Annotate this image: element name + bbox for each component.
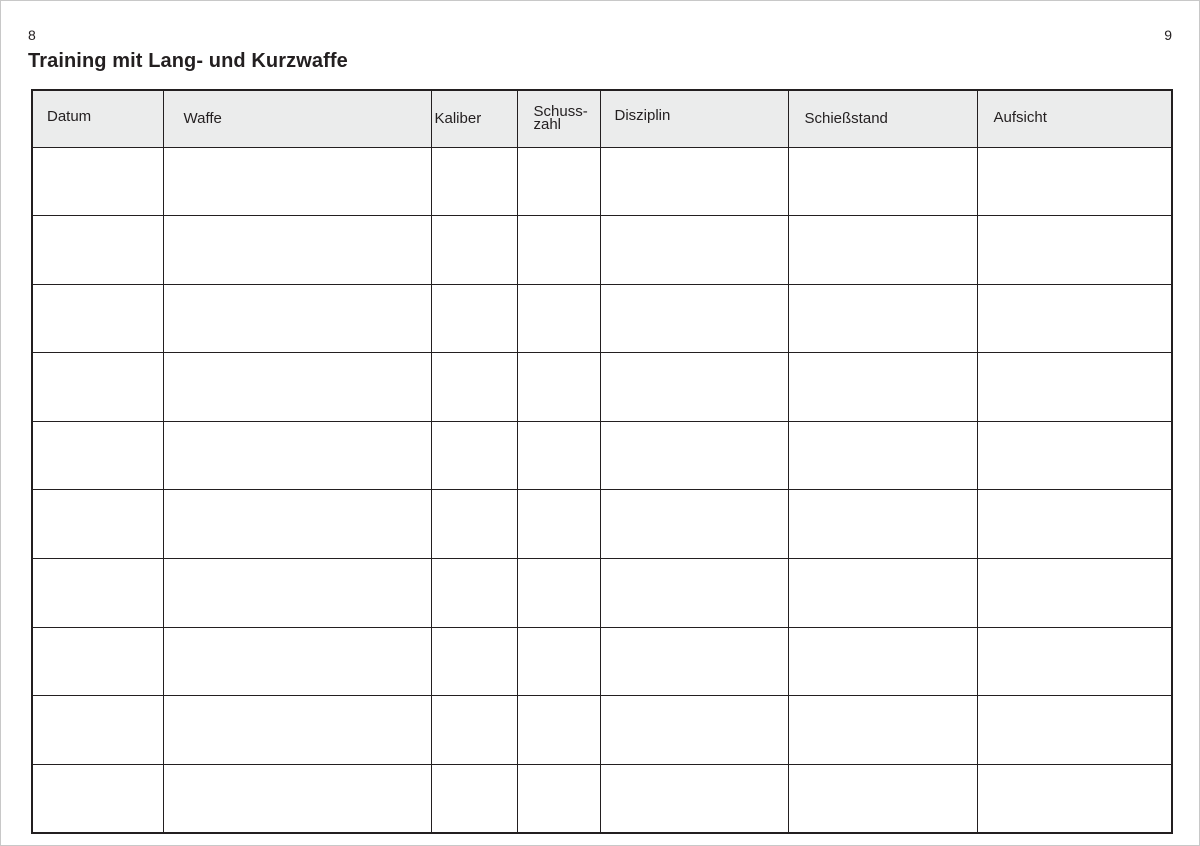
entry-cell-disziplin[interactable] — [600, 764, 788, 833]
entry-cell-kaliber[interactable] — [431, 216, 517, 285]
entry-cell-schiessstand[interactable] — [788, 490, 977, 559]
table-row — [32, 353, 1172, 422]
table-row — [32, 627, 1172, 696]
entry-cell-kaliber[interactable] — [431, 284, 517, 353]
entry-cell-schiessstand[interactable] — [788, 421, 977, 490]
column-header-schusszahl-line2: zahl — [533, 116, 562, 133]
entry-cell-schiessstand[interactable] — [788, 696, 977, 765]
entry-cell-waffe[interactable] — [163, 284, 431, 353]
entry-cell-disziplin[interactable] — [600, 147, 788, 216]
entry-cell-datum[interactable] — [32, 559, 163, 628]
column-header-schusszahl-line1: Schuss- — [533, 103, 588, 120]
entry-cell-aufsicht[interactable] — [977, 559, 1172, 628]
entry-cell-waffe[interactable] — [163, 353, 431, 422]
entry-cell-aufsicht[interactable] — [977, 353, 1172, 422]
entry-cell-datum[interactable] — [32, 421, 163, 490]
column-header-kaliber: Kaliber — [431, 90, 517, 147]
entry-cell-datum[interactable] — [32, 627, 163, 696]
entry-cell-waffe[interactable] — [163, 627, 431, 696]
entry-cell-disziplin[interactable] — [600, 284, 788, 353]
entry-cell-schiessstand[interactable] — [788, 147, 977, 216]
entry-cell-kaliber[interactable] — [431, 764, 517, 833]
entry-cell-aufsicht[interactable] — [977, 147, 1172, 216]
entry-cell-schusszahl[interactable] — [517, 353, 600, 422]
column-header-datum: Datum — [32, 90, 163, 147]
entry-cell-datum[interactable] — [32, 696, 163, 765]
entry-cell-datum[interactable] — [32, 490, 163, 559]
entry-cell-aufsicht[interactable] — [977, 764, 1172, 833]
column-header-disziplin: Disziplin — [600, 90, 788, 147]
entry-cell-waffe[interactable] — [163, 147, 431, 216]
entry-cell-kaliber[interactable] — [431, 696, 517, 765]
entry-cell-schusszahl[interactable] — [517, 559, 600, 628]
entry-cell-datum[interactable] — [32, 147, 163, 216]
entry-cell-disziplin[interactable] — [600, 490, 788, 559]
entry-cell-waffe[interactable] — [163, 490, 431, 559]
entry-cell-schiessstand[interactable] — [788, 764, 977, 833]
table-row — [32, 216, 1172, 285]
entry-cell-waffe[interactable] — [163, 216, 431, 285]
page-title: Training mit Lang- und Kurzwaffe — [28, 50, 348, 72]
entry-cell-disziplin[interactable] — [600, 353, 788, 422]
table-row — [32, 559, 1172, 628]
entry-cell-schusszahl[interactable] — [517, 421, 600, 490]
entry-cell-datum[interactable] — [32, 216, 163, 285]
table-row — [32, 696, 1172, 765]
table-row — [32, 764, 1172, 833]
table-header-row — [32, 90, 1172, 147]
entry-cell-kaliber[interactable] — [431, 627, 517, 696]
table-row — [32, 421, 1172, 490]
entry-cell-schusszahl[interactable] — [517, 216, 600, 285]
entry-cell-schusszahl[interactable] — [517, 147, 600, 216]
entry-cell-waffe[interactable] — [163, 696, 431, 765]
entry-cell-aufsicht[interactable] — [977, 696, 1172, 765]
entry-cell-schusszahl[interactable] — [517, 627, 600, 696]
table-row — [32, 284, 1172, 353]
column-header-waffe: Waffe — [163, 90, 431, 147]
entry-cell-disziplin[interactable] — [600, 559, 788, 628]
entry-cell-waffe[interactable] — [163, 421, 431, 490]
entry-cell-schiessstand[interactable] — [788, 284, 977, 353]
entry-cell-disziplin[interactable] — [600, 216, 788, 285]
table-body — [32, 147, 1172, 833]
column-header-schiessstand: Schießstand — [788, 90, 977, 147]
table-row — [32, 147, 1172, 216]
entry-cell-datum[interactable] — [32, 353, 163, 422]
entry-cell-kaliber[interactable] — [431, 490, 517, 559]
entry-cell-schiessstand[interactable] — [788, 627, 977, 696]
entry-cell-aufsicht[interactable] — [977, 216, 1172, 285]
column-header-aufsicht: Aufsicht — [977, 90, 1172, 147]
entry-cell-kaliber[interactable] — [431, 147, 517, 216]
entry-cell-disziplin[interactable] — [600, 421, 788, 490]
entry-cell-datum[interactable] — [32, 764, 163, 833]
entry-cell-schiessstand[interactable] — [788, 353, 977, 422]
entry-cell-schusszahl[interactable] — [517, 284, 600, 353]
entry-cell-datum[interactable] — [32, 284, 163, 353]
entry-cell-aufsicht[interactable] — [977, 421, 1172, 490]
page-number-left: 8 — [28, 27, 36, 43]
entry-cell-kaliber[interactable] — [431, 353, 517, 422]
entry-cell-schiessstand[interactable] — [788, 559, 977, 628]
entry-cell-schusszahl[interactable] — [517, 696, 600, 765]
entry-cell-kaliber[interactable] — [431, 559, 517, 628]
training-log-table — [31, 89, 1173, 834]
column-header-schusszahl — [517, 90, 600, 147]
entry-cell-waffe[interactable] — [163, 559, 431, 628]
table-row — [32, 490, 1172, 559]
entry-cell-aufsicht[interactable] — [977, 284, 1172, 353]
page-number-right: 9 — [1164, 27, 1172, 43]
entry-cell-disziplin[interactable] — [600, 627, 788, 696]
entry-cell-disziplin[interactable] — [600, 696, 788, 765]
entry-cell-waffe[interactable] — [163, 764, 431, 833]
entry-cell-aufsicht[interactable] — [977, 490, 1172, 559]
entry-cell-schusszahl[interactable] — [517, 764, 600, 833]
entry-cell-schusszahl[interactable] — [517, 490, 600, 559]
entry-cell-schiessstand[interactable] — [788, 216, 977, 285]
entry-cell-aufsicht[interactable] — [977, 627, 1172, 696]
entry-cell-kaliber[interactable] — [431, 421, 517, 490]
